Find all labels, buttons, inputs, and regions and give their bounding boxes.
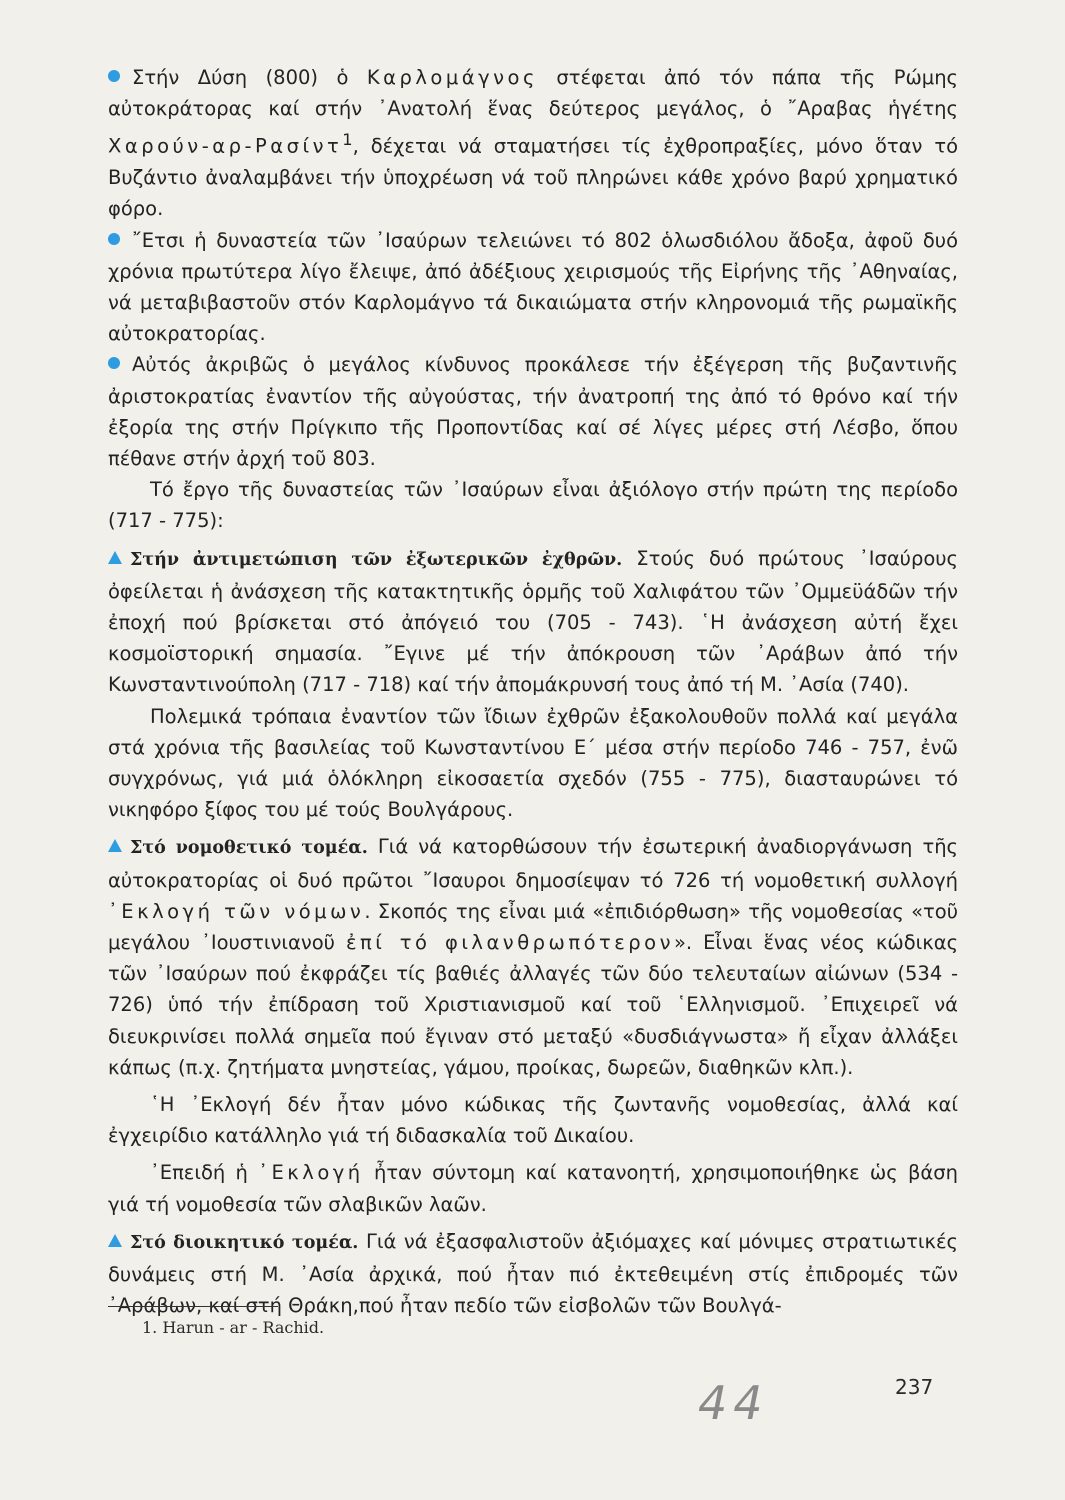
emphasized-name: Καρλομάγνος <box>366 66 538 89</box>
footnote: 1. Harun - ar - Rachid. <box>142 1318 325 1337</box>
paragraph: Στήν Δύση (800) ὁ Καρλομάγνος στέφεται ἀπό τόν πάπα τῆς Ρώμης αὐτοκράτορας καί στήν ᾿Ανατολή ἕνας δεύτερος μεγάλος, ὁ ῎Αραβας ἡγέτης Χαρούν-αρ-Ρασίντ$^1$, δέχεται νά σταματήσει τίς ἐχθροπραξίες, μόνο ὅταν τό Βυζάντιο ἀναλαμβάνει τήν ὑποχρέωση νά τοῦ πληρώνει κάθε χρόνο βαρύ χρηματικό φόρο. <box>108 66 958 221</box>
paragraph: Τό ἔργο τῆς δυναστείας τῶν ᾿Ισαύρων εἶναι ἀξιόλογο στήν πρώτη της περίοδο (717 - 775): <box>108 478 958 533</box>
footnote-ref: 1 <box>342 130 353 150</box>
paragraph: ῎Ετσι ἡ δυναστεία τῶν ᾿Ισαύρων τελειώνει τό 802 ὁλωσδιόλου ἄδοξα, ἀφοῦ δυό χρόνια πρωτύτερα λίγο ἔλειψε, ἀπό ἀδέξιους χειρισμούς τῆς Εἰρήνης τῆς ᾿Αθηναίας, νά μεταβιβαστοῦν στόν Καρλομάγνο τά δικαιώματα στήν κληρονομιά τῆς ρωμαϊκῆς αὐτοκρατορίας. <box>108 228 958 346</box>
triangle-icon <box>108 1234 122 1247</box>
paragraph: ᾿Επειδή ἡ ᾿Εκλογή ἦταν σύντομη καί κατανοητή, χρησιμοποιήθηκε ὡς βάση γιά τή νομοθεσία τῶν σλαβικῶν λαῶν. <box>108 1161 959 1216</box>
emphasized-title: ᾿Εκλογή <box>258 1161 364 1185</box>
emphasized-quote: ἐπί τό φιλανθρωπότερον <box>345 930 674 954</box>
paragraph: Στό νομοθετικό τομέα. Γιά νά κατορθώσουν τήν ἐσωτερική ἀναδιοργάνωση τῆς αὐτοκρατορίας οἱ δυό πρῶτοι ῎Ισαυροι δημοσίεψαν τό 726 τή νομοθετική συλλογή ᾿Εκλογή τῶν νόμων. Σκοπός της εἶναι μιά «ἐπιδιόρθωση» τῆς νομοθεσίας «τοῦ μεγάλου ᾿Ιουστινιανοῦ ἐπί τό φιλανθρωπότερον». Εἶναι ἕνας νέος κώδικας τῶν ᾿Ισαύρων πού ἐκφράζει τίς βαθιές ἀλλαγές τῶν δύο τελευταίων αἰώνων (534 - 726) ὑπό τήν ἐπίδραση τοῦ Χριστιανισμοῦ καί τοῦ ῾Ελληνισμοῦ. ᾿Επιχειρεῖ νά διευκρινίσει πολλά σημεῖα πού ἔγιναν στό μεταξύ «δυσδιάγνωστα» ἤ εἶχαν ἀλλάξει κάπως (π.χ. ζητήματα μνηστείας, γάμου, προίκας, δωρεῶν, διαθηκῶν κλπ.). <box>108 835 959 1079</box>
bullet-icon <box>108 70 120 82</box>
paragraph: Στήν ἀντιμετώπιση τῶν ἐξωτερικῶν ἐχθρῶν. Στούς δυό πρώτους ᾿Ισαύρους ὀφείλεται ἡ ἀνάσχεση τῆς κατακτητικῆς ὁρμῆς τοῦ Χαλιφάτου τῶν ᾿Ομμεϋάδῶν τήν ἐποχή πού βρίσκεται στό ἀπόγειό του (705 - 743). ῾Η ἀνάσχεση αὐτή ἔχει κοσμοϊστορική σημασία. ῎Εγινε μέ τήν ἀπόκρουση τῶν ᾿Αράβων ἀπό τήν Κωνσταντινούπολη (717 - 718) καί τήν ἀπομάκρυνσή τους ἀπό τή Μ. ᾿Ασία (740). <box>108 546 958 697</box>
paragraph: Αὐτός ἀκριβῶς ὁ μεγάλος κίνδυνος προκάλεσε τήν ἐξέγερση τῆς βυζαντινῆς ἀριστοκρατίας ἐναντίον τῆς αὐγούστας, τήν ἀνατροπή της ἀπό τό θρόνο καί τήν ἐξορία της στήν Πρίγκιπο τῆς Προποντίδας καί σέ λίγες μέρες στή Λέσβο, ὅπου πέθανε στήν ἀρχή τοῦ 803. <box>108 353 958 470</box>
handwritten-number: 44 <box>698 1376 769 1430</box>
emphasized-name: Χαρούν-αρ-Ρασίντ <box>108 134 343 158</box>
emphasized-title: ᾿Εκλογή τῶν νόμων <box>108 899 365 923</box>
triangle-icon <box>108 551 122 564</box>
bullet-icon <box>108 233 120 245</box>
footnote-divider <box>108 1306 278 1307</box>
section-heading: Στό νομοθετικό τομέα. <box>130 838 368 859</box>
section-heading: Στήν ἀντιμετώπιση τῶν ἐξωτερικῶν ἐχθρῶν. <box>130 549 623 570</box>
section-heading: Στό διοικητικό τομέα. <box>130 1232 359 1253</box>
bullet-icon <box>108 357 120 369</box>
triangle-icon <box>108 839 122 852</box>
paragraph: ῾Η ᾿Εκλογή δέν ἦταν μόνο κώδικας τῆς ζωντανῆς νομοθεσίας, ἀλλά καί ἐγχειρίδιο κατάλληλο γιά τή διδασκαλία τοῦ Δικαίου. <box>108 1093 958 1148</box>
main-text <box>108 62 958 1321</box>
paragraph: Πολεμικά τρόπαια ἐναντίον τῶν ἴδιων ἐχθρῶν ἐξακολουθοῦν πολλά καί μεγάλα στά χρόνια τῆς βασιλείας τοῦ Κωνσταντίνου Ε΄ μέσα στήν περίοδο 746 - 757, ἐνῶ συγχρόνως, γιά μιά ὁλόκληρη εἰκοσαετία σχεδόν (755 - 775), διασταυρώνει τό νικηφόρο ξίφος του μέ τούς Βουλγάρους. <box>108 704 958 822</box>
paragraph: Στό διοικητικό τομέα. Γιά νά ἐξασφαλιστοῦν ἀξιόμαχες καί μόνιμες στρατιωτικές δυνάμεις στή Μ. ᾿Ασία ἀρχικά, πού ἦταν πιό ἐκτεθειμένη στίς ἐπιδρομές τῶν ᾿Αράβων, καί στή Θράκη,πού ἦταν πεδίο τῶν εἰσβολῶν τῶν Βουλγά- <box>108 1229 958 1318</box>
page-number: 237 <box>895 1375 934 1399</box>
